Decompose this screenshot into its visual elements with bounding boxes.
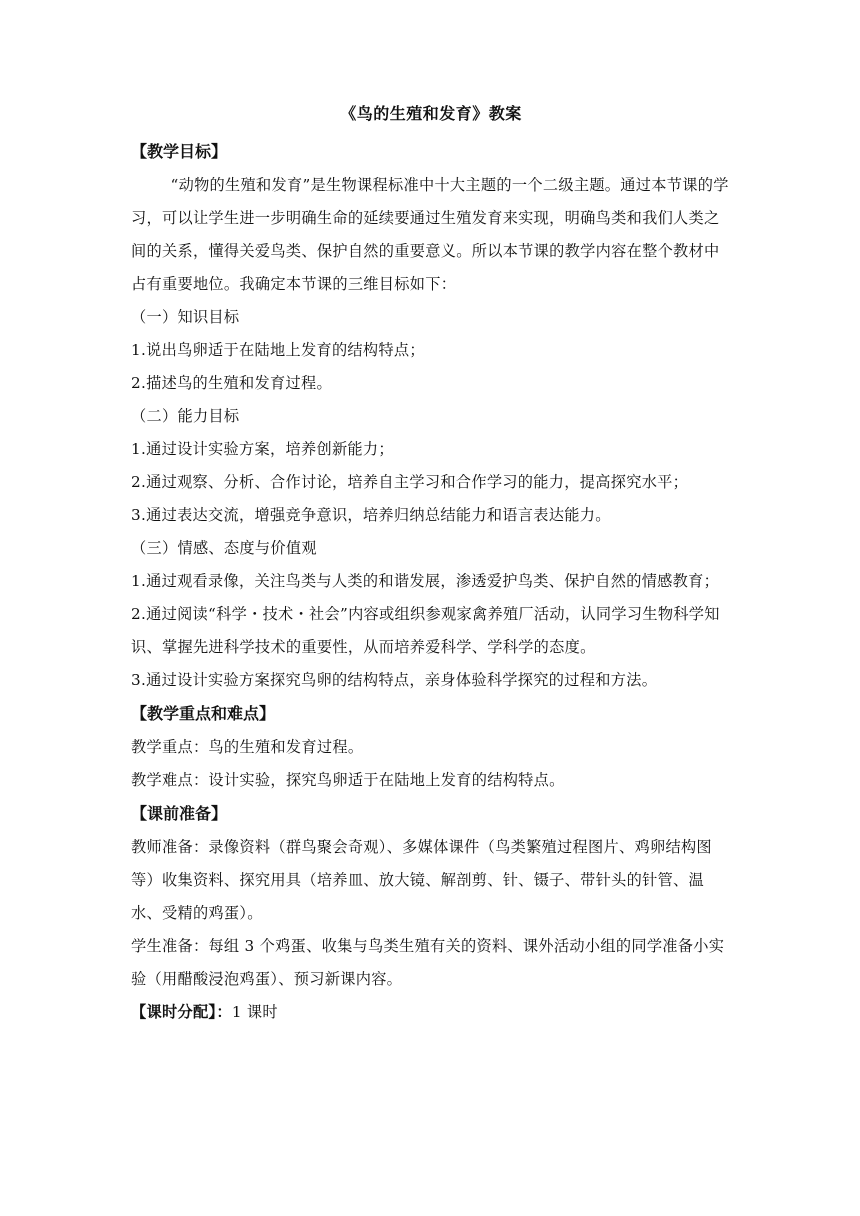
section-heading-keypoints: 【教学重点和难点】 xyxy=(131,704,276,723)
emotion-item: 2.通过阅读“科学・技术・社会”内容或组织参观家禽养殖厂活动，认同学习生物科学知识、掌握先进科学技术的重要性，从而培养爱科学、学科学的态度。 xyxy=(131,605,720,656)
subheading-ability: （二）能力目标 xyxy=(131,407,240,425)
subheading-emotion: （三）情感、态度与价值观 xyxy=(131,539,317,557)
emotion-item: 3.通过设计实验方案探究鸟卵的结构特点，亲身体验科学探究的过程和方法。 xyxy=(131,671,658,689)
time-allocation-value: 1 课时 xyxy=(231,1003,278,1021)
document-title: 《鸟的生殖和发育》教案 xyxy=(340,104,522,123)
section-heading-goals: 【教学目标】 xyxy=(131,142,228,161)
teacher-prep-text: 教师准备：录像资料（群鸟聚会奇观）、多媒体课件（鸟类繁殖过程图片、鸡卵结构图等）收集资料、探究用具（培养皿、放大镜、解剖剪、针、镊子、带针头的针管、温水、受精的鸡蛋）。 xyxy=(131,838,712,922)
subheading-knowledge: （一）知识目标 xyxy=(131,308,240,326)
time-allocation xyxy=(131,996,731,1029)
ability-item: 2.通过观察、分析、合作讨论，培养自主学习和合作学习的能力，提高探究水平； xyxy=(131,473,689,491)
knowledge-item: 1.说出鸟卵适于在陆地上发育的结构特点； xyxy=(131,341,425,359)
keypoint-text: 教学重点：鸟的生殖和发育过程。 xyxy=(131,738,364,756)
difficulty-text: 教学难点：设计实验，探究鸟卵适于在陆地上发育的结构特点。 xyxy=(131,771,565,789)
knowledge-item: 2.描述鸟的生殖和发育过程。 xyxy=(131,374,332,392)
ability-item: 1.通过设计实验方案，培养创新能力； xyxy=(131,440,394,458)
student-prep-text: 学生准备：每组 3 个鸡蛋、收集与鸟类生殖有关的资料、课外活动小组的同学准备小实验（用醋酸浸泡鸡蛋）、预习新课内容。 xyxy=(131,937,725,988)
document-body xyxy=(131,102,731,1029)
emotion-item: 1.通过观看录像，关注鸟类与人类的和谐发展，渗透爱护鸟类、保护自然的情感教育； xyxy=(131,572,720,590)
time-allocation-label: 【课时分配】： xyxy=(131,1003,232,1021)
intro-paragraph: “动物的生殖和发育”是生物课程标准中十大主题的一个二级主题。通过本节课的学习，可以让学生进一步明确生命的延续要通过生殖发育来实现，明确鸟类和我们人类之间的关系，懂得关爱鸟类、保护自然的重要意义。所以本节课的教学内容在整个教材中占有重要地位。我确定本节课的三维目标如下： xyxy=(131,176,729,293)
ability-item: 3.通过表达交流，增强竞争意识，培养归纳总结能力和语言表达能力。 xyxy=(131,506,611,524)
section-heading-prep: 【课前准备】 xyxy=(131,804,228,823)
